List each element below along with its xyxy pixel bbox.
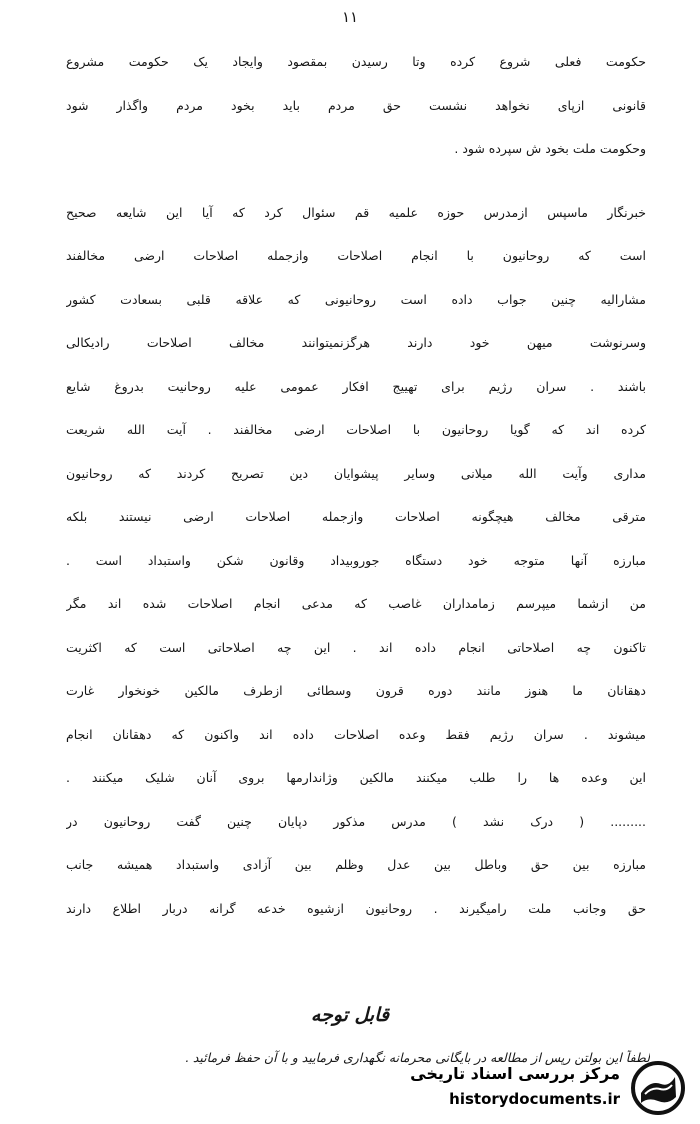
text-line: کرده اند که گویا روحانیون با اصلاحات ارضی مخالفند . آیت الله شریعت bbox=[66, 422, 646, 437]
notice-title: قابل توجه bbox=[310, 1004, 390, 1026]
text-line: مترقی مخالف هیچگونه اصلاحات وازجمله اصلاحات ارضی نیستند بلکه bbox=[66, 509, 646, 524]
text-line: من ازشما میپرسم زمامداران غاصب که مدعی انجام اصلاحات شده اند مگر bbox=[66, 596, 646, 611]
text-line: وسرنوشت میهن خود دارند هرگزنمیتوانند مخالف اصلاحات رادیکالی bbox=[66, 335, 646, 350]
text-line: دهقانان ما هنوز مانند دوره قرون وسطائی ازطرف مالکین خونخوار غارت bbox=[66, 683, 646, 698]
text-line: باشند . سران رژیم برای تهییج افکار عمومی علیه روحانیت بدروغ شایع bbox=[66, 378, 646, 394]
open-book-logo-icon bbox=[630, 1060, 686, 1116]
text-line: مبارزه بین حق وباطل بین عدل وظلم بین آزادی واستبداد همیشه جانب bbox=[66, 857, 646, 872]
document-body bbox=[66, 40, 646, 930]
notice-text: لطفاً این بولتن رپس از مطالعه در بایگانی محرمانه نگهداری فرمایید و با آن حفظ فرمائید . bbox=[184, 1050, 650, 1065]
watermark-url: historydocuments.ir bbox=[449, 1090, 620, 1108]
watermark bbox=[398, 1058, 700, 1118]
text-line: این وعده ها را طلب میکنند مالکین وژاندارمها بروی آنان شلیک میکنند . bbox=[66, 770, 646, 785]
text-line: ......... ( درک نشد ) مدرس مذکور دپایان چنین گفت روحانیون در bbox=[66, 813, 646, 829]
text-line: میشوند . سران رژیم فقط وعده اصلاحات داده اند واکنون که دهقانان انجام bbox=[66, 726, 646, 742]
paragraph-gap bbox=[66, 171, 646, 191]
text-line: حکومت فعلی شروع کرده وتا رسیدن بمقصود وایجاد یک حکومت مشروع bbox=[66, 54, 646, 69]
text-line: مبارزه آنها متوجه خود دستگاه جوروبیداد وقانون شکن واستبداد است . bbox=[66, 552, 646, 568]
page-number: ۱۱ bbox=[341, 8, 359, 26]
text-line: حق وجانب ملت رامیگیرند . روحانیون ازشیوه خدعه گرانه دربار اطلاع دارند bbox=[66, 900, 646, 916]
text-line: وحکومت ملت بخود ش سپرده شود . bbox=[454, 141, 646, 156]
text-line: خبرنگار ماسپس ازمدرس حوزه علمیه قم سئوال کرد که آیا این شایعه صحیح bbox=[66, 204, 646, 220]
text-line: مشارالیه چنین جواب داده است روحانیونی که علاقه قلبی بسعادت کشور bbox=[66, 291, 646, 307]
text-line: است که روحانیون با انجام اصلاحات وازجمله اصلاحات ارضی مخالفند bbox=[66, 248, 646, 263]
text-line: قانونی ازپای نخواهد نشست حق مردم باید بخود مردم واگذار شود bbox=[66, 97, 646, 113]
text-line: مداری وآیت الله میلانی وسایر پیشوایان دین تصریح کردند که روحانیون bbox=[66, 465, 646, 481]
text-line: تاکنون چه اصلاحاتی انجام داده اند . این چه اصلاحاتی است که اکثریت bbox=[66, 639, 646, 655]
watermark-name: مرکز بررسی اسناد تاریخی bbox=[410, 1064, 620, 1083]
